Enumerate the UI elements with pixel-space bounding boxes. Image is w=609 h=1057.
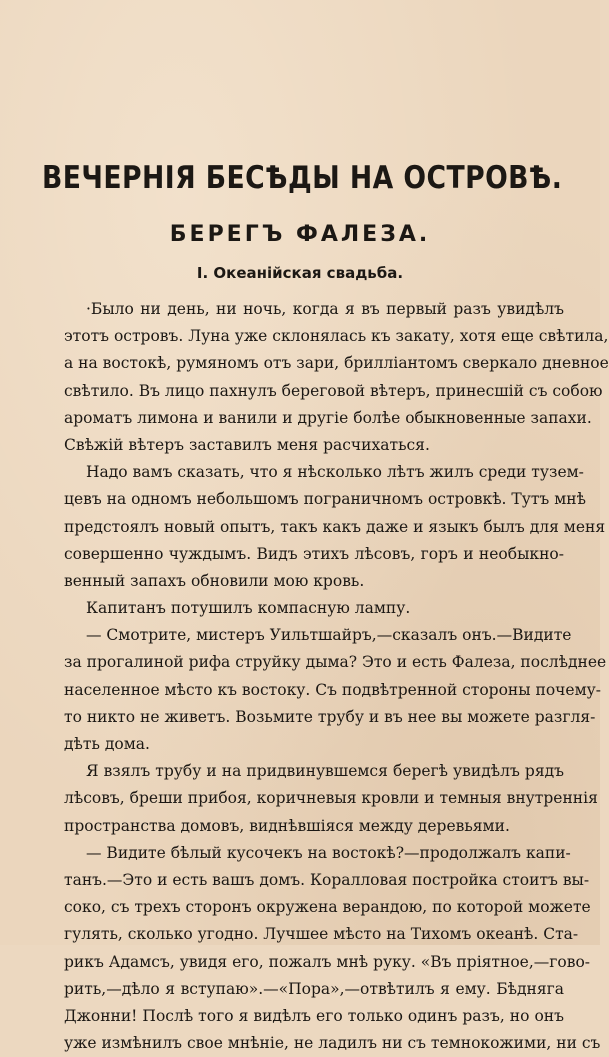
text-line: венный запахъ обновили мою кровь. bbox=[64, 571, 365, 590]
text-line: рить,—дѣло я вступаю».—«Пора»,—отвѣтилъ я ему. Бѣдняга bbox=[64, 979, 564, 998]
text-line: то никто не живетъ. Возьмите трубу и въ нее вы можете разгля- bbox=[64, 707, 596, 726]
text-line: а на востокѣ, румяномъ отъ зари, бриллiантомъ сверкало дневное bbox=[64, 354, 609, 373]
text-line: Свѣжiй вѣтеръ заставилъ меня расчихаться. bbox=[64, 435, 430, 454]
text-line: совершенно чуждымъ. Видъ этихъ лѣсовъ, горъ и необыкно- bbox=[64, 544, 564, 563]
text-line: Я взялъ трубу и на придвинувшемся берегѣ увидѣлъ рядъ bbox=[86, 762, 564, 781]
text-line: пространства домовъ, виднѣвшiяся между деревьями. bbox=[64, 816, 510, 835]
text-line: Джонни! Послѣ того я видѣлъ его только одинъ разъ, но онъ bbox=[64, 1006, 564, 1025]
text-line: свѣтило. Въ лицо пахнулъ береговой вѣтеръ, принесшiй съ собою bbox=[64, 381, 603, 400]
text-line: соко, съ трехъ сторонъ окружена верандою, по которой можете bbox=[64, 898, 591, 917]
text-line: гулять, сколько угодно. Лучшее мѣсто на Тихомъ океанѣ. Ста- bbox=[64, 925, 579, 944]
text-line: рикъ Адамсъ, увидя его, пожалъ мнѣ руку. «Въ прiятное,—гово- bbox=[64, 952, 591, 971]
text-line: цевъ на одномъ небольшомъ пограничномъ островкѣ. Тутъ мнѣ bbox=[64, 490, 586, 509]
text-line: уже измѣнилъ свое мнѣнiе, не ладилъ ни съ темнокожими, ни съ bbox=[64, 1034, 601, 1053]
text-line: дѣть дома. bbox=[64, 735, 150, 753]
text-line: этотъ островъ. Луна уже склонялась къ закату, хотя еще свѣтила, bbox=[64, 327, 609, 346]
text-line: предстоялъ новый опытъ, такъ какъ даже и языкъ былъ для меня bbox=[64, 517, 606, 536]
text-line: — Видите бѣлый кусочекъ на востокѣ?—продолжалъ капи- bbox=[86, 843, 571, 862]
text-line: танъ.—Это и есть вашъ домъ. Коралловая постройка стоитъ вы- bbox=[64, 870, 590, 889]
text-line: ·Было ни день, ни ночь, когда я въ первый разъ увидѣлъ bbox=[86, 300, 564, 318]
text-line: ароматъ лимона и ванили и другiе болѣе обыкновенные запахи. bbox=[64, 408, 592, 427]
chapter-title: I. Океанійская свадьба. bbox=[196, 264, 404, 282]
body-text bbox=[64, 296, 609, 1057]
text-line: — Смотрите, мистеръ Уильтшайръ,—сказалъ онъ.—Видите bbox=[86, 626, 572, 645]
text-line: Капитанъ потушилъ компасную лампу. bbox=[86, 599, 411, 618]
section-title: БЕРЕГЪ ФАЛЕЗА. bbox=[169, 222, 431, 247]
main-title: ВЕЧЕРНІЯ БЕСѢДЫ НА ОСТРОВѢ. bbox=[42, 160, 563, 196]
text-line: лѣсовъ, бреши прибоя, коричневыя кровли и темныя внутреннiя bbox=[64, 789, 598, 808]
text-line: населенное мѣсто къ востоку. Съ подвѣтренной стороны почему- bbox=[64, 680, 602, 699]
text-line: за прогалиной рифа струйку дыма? Это и есть Фалеза, послѣднее bbox=[64, 653, 607, 672]
text-line: Надо вамъ сказать, что я нѣсколько лѣтъ жилъ среди тузем- bbox=[86, 463, 584, 482]
